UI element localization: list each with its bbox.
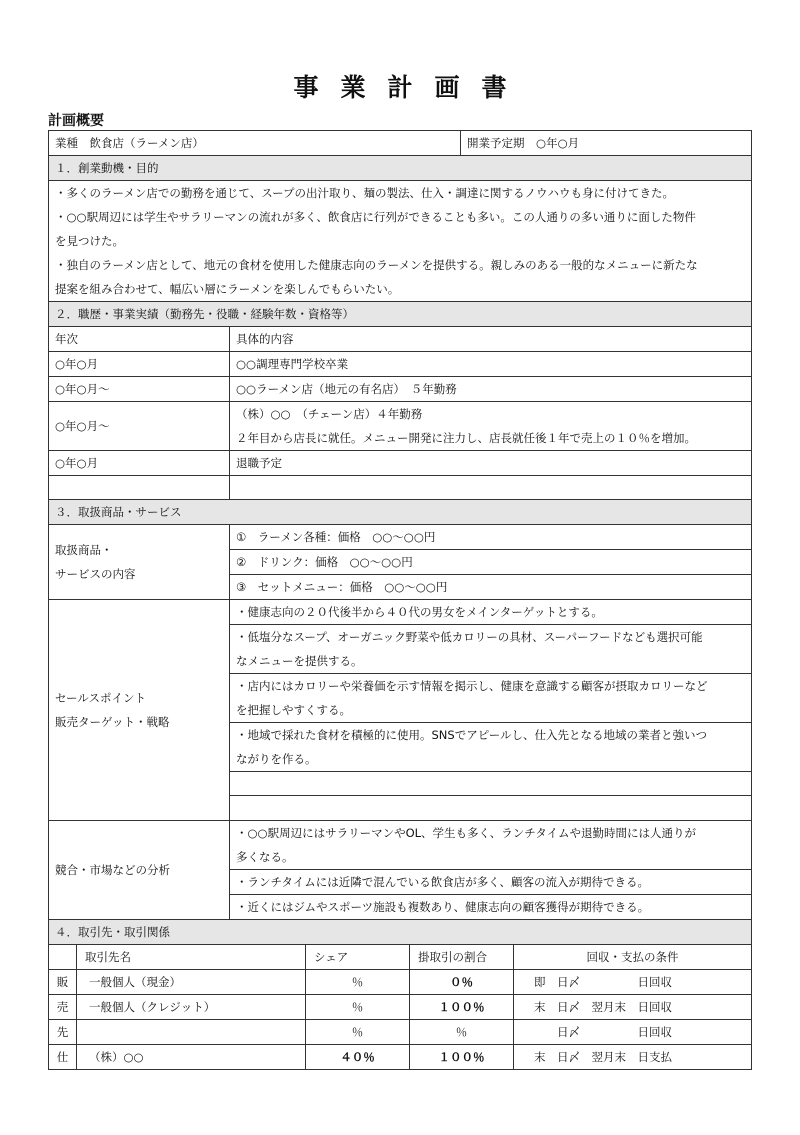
sales-point: ・健康志向の２０代後半から４０代の男女をメインターゲットとする。 (230, 600, 752, 625)
partner-name: 一般個人（クレジット） (77, 995, 306, 1020)
motive-line: ・○○駅周辺には学生やサラリーマンの流れが多く、飲食店に行列ができることも多い。この人通りの多い通りに面した物件 (55, 210, 696, 224)
business-type-label: 業種 (55, 136, 78, 150)
business-type-value: 飲食店（ラーメン店） (89, 136, 204, 150)
product-item: ① ラーメン各種：価格 ○○～○○円 (230, 525, 752, 550)
open-date-label: 開業予定期 (467, 136, 525, 150)
section-1-heading: １．創業動機・目的 (49, 156, 752, 181)
career-content-header: 具体的内容 (230, 327, 752, 352)
career-content-line: ２年目から店長に就任。メニュー開発に注力し、店長就任後１年で売上の１０％を増加。 (236, 431, 696, 445)
career-row (49, 402, 752, 451)
products-label-line: 取扱商品・ (55, 543, 113, 557)
side-label-blank (49, 945, 77, 970)
career-year: ○年○月～ (49, 377, 230, 402)
sales-point-line: ・店内にはカロリーや栄養価を示す情報を掲示し、健康を意識する顧客が摂取カロリーなど (236, 679, 708, 693)
terms-header: 回収・支払の条件 (514, 945, 752, 970)
market-line: 多くなる。 (236, 850, 294, 864)
career-content (230, 476, 752, 500)
partner-share: ％ (306, 970, 410, 995)
partner-terms: 末 日〆 翌月末 日回収 (514, 995, 752, 1020)
career-row-empty (49, 476, 752, 500)
partner-name (77, 1020, 306, 1045)
motive-line: ・独自のラーメン店として、地元の食材を使用した健康志向のラーメンを提供する。親しみのある一般的なメニューに新たな (55, 258, 698, 272)
career-year: ○年○月 (49, 352, 230, 377)
partner-credit: １００％ (410, 1045, 514, 1070)
sales-label-line: 販売ターゲット・戦略 (55, 715, 170, 729)
sales-point (230, 723, 752, 772)
career-year-header: 年次 (49, 327, 230, 352)
partner-credit: ０％ (410, 970, 514, 995)
business-type-cell (49, 131, 461, 156)
products-label (49, 525, 230, 600)
market-item: ・ランチタイムには近隣で混んでいる飲食店が多く、顧客の流入が期待できる。 (230, 870, 752, 895)
partner-name: （株）○○ (77, 1045, 306, 1070)
sales-point-line: ながりを作る。 (236, 752, 317, 766)
career-year (49, 476, 230, 500)
partner-name-header: 取引先名 (77, 945, 306, 970)
career-content: ○○ラーメン店（地元の有名店） ５年勤務 (230, 377, 752, 402)
sales-point-line: ・地域で採れた食材を積極的に使用。SNSでアピールし、仕入先となる地域の業者と強いつ (236, 728, 708, 742)
header-row (49, 131, 752, 156)
partner-credit: ％ (410, 1020, 514, 1045)
sales-label-line: セールスポイント (55, 691, 146, 705)
market-line: ・○○駅周辺にはサラリーマンやOL、学生も多く、ランチタイムや退勤時間には人通りが (236, 826, 696, 840)
career-content: 退職予定 (230, 451, 752, 476)
sales-point (230, 625, 752, 674)
career-year: ○年○月 (49, 451, 230, 476)
partner-table (48, 944, 752, 1070)
career-content-line: （株）○○ （チェーン店）４年勤務 (236, 407, 423, 421)
side-label-char: 販 (49, 970, 77, 995)
partner-share: ％ (306, 995, 410, 1020)
sales-point-line: なメニューを提供する。 (236, 654, 363, 668)
partner-credit: １００％ (410, 995, 514, 1020)
career-row (49, 377, 752, 402)
side-label-char: 先 (49, 1020, 77, 1045)
sales-point-empty (230, 796, 752, 821)
open-date-value: ○年○月 (536, 136, 580, 150)
sales-label (49, 600, 230, 821)
sales-point (230, 674, 752, 723)
partner-terms: 日〆 日回収 (514, 1020, 752, 1045)
partner-name: 一般個人（現金） (77, 970, 306, 995)
motive-line: を見つけた。 (55, 234, 124, 248)
partner-share: ％ (306, 1020, 410, 1045)
partner-row (49, 995, 752, 1020)
motive-line: 提案を組み合わせて、幅広い層にラーメンを楽しんでもらいたい。 (55, 282, 400, 296)
credit-ratio-header: 掛取引の割合 (410, 945, 514, 970)
section-4-heading: ４．取引先・取引関係 (49, 920, 752, 945)
section-2-heading: ２．職歴・事業実績（勤務先・役職・経験年数・資格等） (49, 302, 752, 327)
career-content (230, 402, 752, 451)
partner-share: ４０％ (306, 1045, 410, 1070)
product-item: ③ セットメニュー：価格 ○○～○○円 (230, 575, 752, 600)
partner-terms: 即 日〆 日回収 (514, 970, 752, 995)
market-item (230, 821, 752, 870)
product-item: ② ドリンク：価格 ○○～○○円 (230, 550, 752, 575)
page-title: 事業計画書 (293, 73, 529, 102)
plan-overview-heading: 計画概要 (48, 113, 104, 129)
partner-row (49, 1020, 752, 1045)
career-row (49, 352, 752, 377)
side-label-char: 売 (49, 995, 77, 1020)
sales-point-line: を把握しやすくする。 (236, 703, 351, 717)
open-date-cell (461, 131, 752, 156)
products-label-line: サービスの内容 (55, 567, 136, 581)
partner-row (49, 1045, 752, 1070)
market-item: ・近くにはジムやスポーツ施設も複数あり、健康志向の顧客獲得が期待できる。 (230, 895, 752, 920)
career-content: ○○調理専門学校卒業 (230, 352, 752, 377)
section-1-body (49, 181, 752, 302)
section-3-heading: ３．取扱商品・サービス (49, 500, 752, 525)
partner-terms: 末 日〆 翌月末 日支払 (514, 1045, 752, 1070)
sales-point-line: ・低塩分なスープ、オーガニック野菜や低カロリーの具材、スーパーフードなども選択可能 (236, 630, 703, 644)
side-label-char: 仕 (49, 1045, 77, 1070)
motive-line: ・多くのラーメン店での勤務を通じて、スープの出汁取り、麺の製法、仕入・調達に関するノウハウも身に付けてきた。 (55, 186, 675, 200)
career-row (49, 451, 752, 476)
market-label: 競合・市場などの分析 (49, 821, 230, 920)
share-header: シェア (306, 945, 410, 970)
sales-point-empty (230, 772, 752, 796)
business-plan-table (48, 130, 752, 945)
career-year: ○年○月～ (49, 402, 230, 451)
partner-row (49, 970, 752, 995)
